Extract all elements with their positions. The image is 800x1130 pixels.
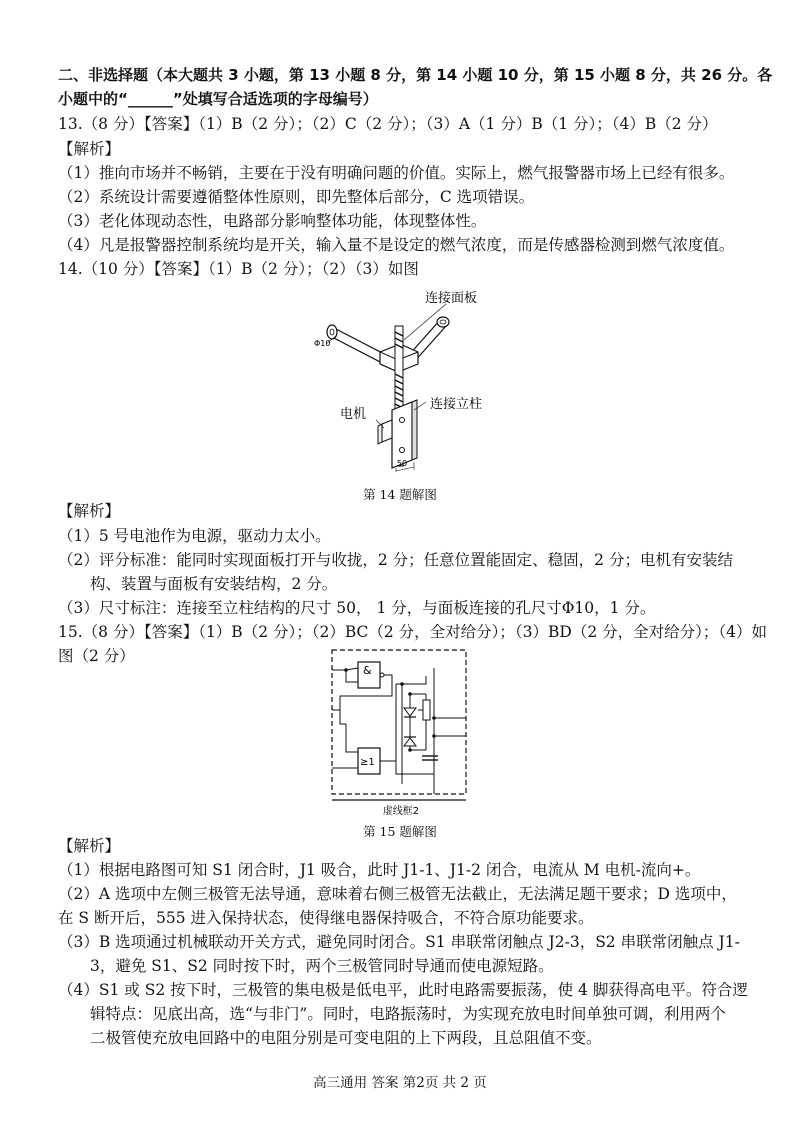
q13-analysis-3: （3）老化体现动态性，电路部分影响整体功能，体现整体性。 <box>58 212 487 230</box>
q15-analysis-2: （2）A 选项中左侧三极管无法导通，意味着右侧三极管无法截止，无法满足题干要求；D 选项中， <box>58 885 737 903</box>
motor-label: 电机 <box>340 407 367 422</box>
q14-analysis-2-cont: 构、装置与面板有安装结构，2 分。 <box>90 575 338 593</box>
q13-answer: 13.（8 分）【答案】（1）B（2 分）；（2）C（2 分）；（3）A（1 分）B（1 分）；（4）B（2 分） <box>58 115 718 133</box>
q15-circuit-figure <box>326 644 476 818</box>
dashed-frame <box>332 650 466 794</box>
panel-label: 连接面板 <box>425 291 478 306</box>
q15-analysis-4-cont1: 辑特点：见底出高，选“与非门”。同时，电路振荡时，为实现充放电时间单独可调，利用两个 <box>90 1005 726 1023</box>
circuit-wires <box>332 668 466 794</box>
q15-analysis-title: 【解析】 <box>58 837 121 855</box>
page-footer: 高三通用 答案 第2页 共 2 页 <box>313 1075 487 1091</box>
q14-figure-caption: 第 14 题解图 <box>363 487 437 502</box>
connecting-post <box>392 400 417 468</box>
q15-analysis-4: （4）S1 或 S2 按下时，三极管的集电极是低电平，此时电路需要振荡，使 4 脚获得高电平。符合逻 <box>58 981 748 999</box>
dimension-50-label: 50 <box>396 459 408 468</box>
post-label: 连接立柱 <box>430 397 483 412</box>
q15-analysis-4-cont2: 二极管使充放电回路中的电阻分别是可变电阻的上下两段，且总阻值不变。 <box>90 1029 602 1047</box>
q15-figure-caption: 第 15 题解图 <box>363 824 437 839</box>
q15-answer-line1: 15.（8 分）【答案】（1）B（2 分）；（2）BC（2 分，全对给分）；（3）BD（2 分，全对给分）；（4）如 <box>58 623 767 641</box>
q14-analysis-title: 【解析】 <box>58 502 121 520</box>
diode-top <box>404 708 416 717</box>
q13-analysis-4: （4）凡是报警器控制系统均是开关，输入量不是设定的燃气浓度，而是传感器检测到燃气浓度值。 <box>58 236 735 254</box>
motor-box <box>378 420 392 444</box>
q15-analysis-1: （1）根据电路图可知 S1 闭合时，J1 吸合，此时 J1-1、J1-2 闭合，电流从 M 电机-流向+。 <box>58 861 701 879</box>
dashed-box-label: 虚线框2 <box>382 806 420 817</box>
or-gate <box>358 748 380 774</box>
diode-bottom <box>404 737 416 746</box>
q15-answer-line2: 图（2 分） <box>58 647 135 665</box>
q13-analysis-title: 【解析】 <box>58 140 121 158</box>
or-gate-symbol: ≥1 <box>360 757 375 768</box>
section-heading-line1: 二、非选择题（本大题共 3 小题，第 13 小题 8 分，第 14 小题 10 分，第 15 小题 8 分，共 26 分。各 <box>58 66 773 84</box>
q14-analysis-3: （3）尺寸标注：连接至立柱结构的尺寸 50， 1 分，与面板连接的孔尺寸Φ10，1 分。 <box>58 599 656 617</box>
q14-analysis-2: （2）评分标准：能同时实现面板打开与收拢，2 分；任意位置能固定、稳固，2 分；电机有安装结 <box>58 551 733 569</box>
q15-analysis-3: （3）B 选项通过机械联动开关方式，避免同时闭合。S1 串联常闭触点 J2-3，S2 串联常闭触点 J1- <box>58 933 740 951</box>
section-heading-line2: 小题中的“______”处填写合适选项的字母编号） <box>58 90 378 108</box>
q14-answer: 14.（10 分）【答案】（1）B（2 分）；（2）（3）如图 <box>58 260 419 278</box>
q13-analysis-1: （1）推向市场并不畅销，主要在于没有明确问题的价值。实际上，燃气报警器市场上已经有很多。 <box>58 164 735 182</box>
and-gate-symbol: & <box>363 664 372 677</box>
q14-mechanism-figure <box>300 282 500 472</box>
capacitor <box>422 756 438 760</box>
phi10-label: Φ10 <box>314 339 331 348</box>
q14-analysis-1: （1）5 号电池作为电源，驱动力太小。 <box>58 527 331 545</box>
and-gate <box>358 662 384 688</box>
q15-analysis-2-cont: 在 S 断开后，555 进入保持状态，使得继电器保持吸合，不符合原功能要求。 <box>58 909 594 927</box>
q15-analysis-3-cont: 3，避免 S1、S2 同时按下时，两个三极管同时导通而使电源短路。 <box>90 957 554 975</box>
q13-analysis-2: （2）系统设计需要遵循整体性原则，即先整体后部分，C 选项错误。 <box>58 188 535 206</box>
variable-resistor <box>418 700 430 720</box>
